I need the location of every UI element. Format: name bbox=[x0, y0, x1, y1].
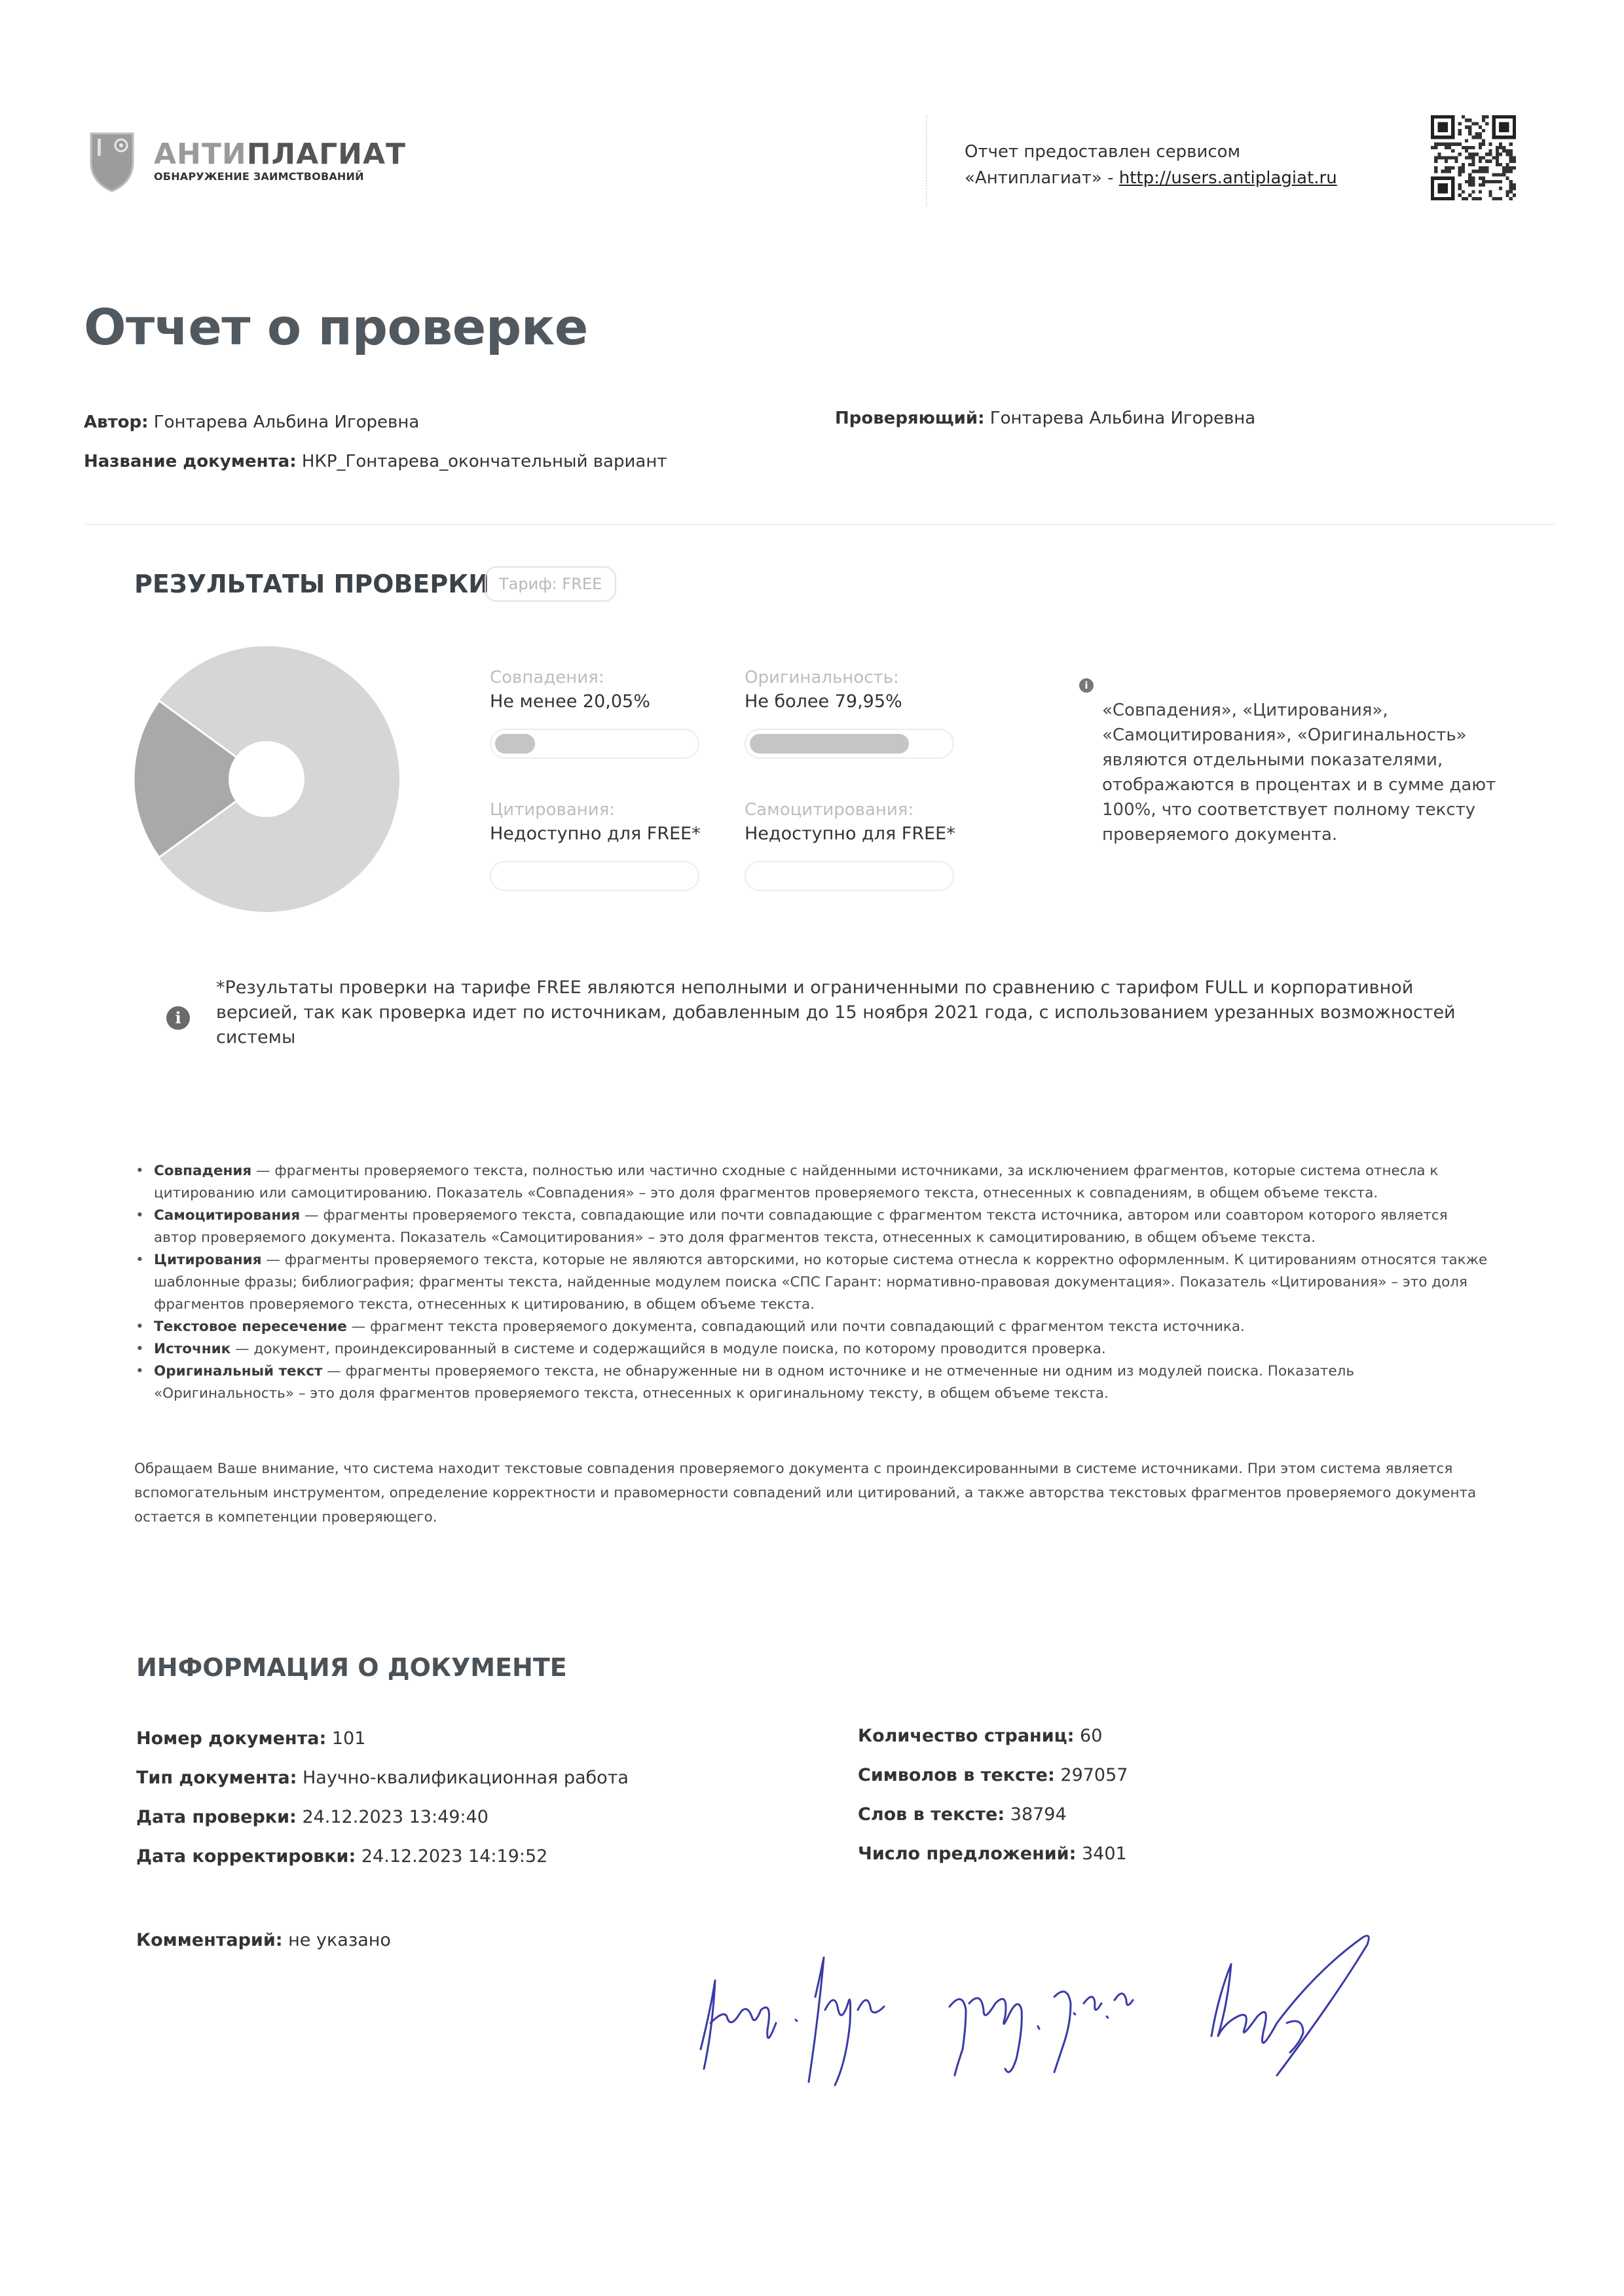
bullet-icon: • bbox=[136, 1207, 144, 1224]
doc-info-value: Научно-квалификационная работа bbox=[302, 1768, 629, 1788]
antiplagiat-link[interactable]: http://users.antiplagiat.ru bbox=[1118, 168, 1337, 188]
document-name-label: Название документа: bbox=[84, 452, 297, 471]
progress-fill bbox=[495, 734, 535, 754]
document-name bbox=[84, 452, 667, 471]
doc-info-label: Количество страниц: bbox=[858, 1726, 1075, 1746]
logo-title bbox=[154, 137, 406, 171]
logo-title-part2: ПЛАГИАТ bbox=[246, 137, 407, 171]
results-heading: РЕЗУЛЬТАТЫ ПРОВЕРКИ bbox=[134, 570, 490, 598]
handwritten-signature bbox=[674, 1918, 1539, 2095]
definition-text: — фрагменты проверяемого текста, совпадающие или почти совпадающие с фрагментом текста источника, автором или соавтором которого является автор проверяемого документа. Показатель «Самоцитирования» – это доля фрагментов текста, отнесенных к самоцитированию, в общем объеме текста. bbox=[154, 1207, 1448, 1246]
page-title: Отчет о проверке bbox=[84, 298, 588, 356]
definition-term: Совпадения bbox=[154, 1163, 252, 1179]
author-label: Автор: bbox=[84, 412, 149, 432]
provided-line-2: «Антиплагиат» - bbox=[965, 168, 1119, 188]
definition-term: Цитирования bbox=[154, 1252, 262, 1268]
info-icon: i bbox=[166, 1006, 190, 1030]
definition-text: — фрагменты проверяемого текста, которые не являются авторскими, но которые система отнесла к корректно оформленным. К цитированиям относятся также шаблонные фразы; библиография; фрагменты текста, найденные модулем поиска «СПС Гарант: нормативно-правовая документация». Показатель «Цитирования» – это доля фрагментов проверяемого текста, отнесенных к цитированию, в общем объеме текста. bbox=[154, 1252, 1488, 1313]
document-name-value: НКР_Гонтарева_окончательный вариант bbox=[301, 452, 667, 471]
logo-tagline: ОБНАРУЖЕНИЕ ЗАИМСТВОВАНИЙ bbox=[154, 170, 364, 183]
definition-text: — документ, проиндексированный в системе и содержащийся в модуле поиска, по которому проводится проверка. bbox=[231, 1341, 1106, 1357]
definition-item bbox=[136, 1205, 1490, 1249]
checker bbox=[835, 409, 1255, 428]
stat-value: Недоступно для FREE* bbox=[745, 824, 955, 844]
progress-bar-originality bbox=[745, 729, 954, 759]
definition-term: Текстовое пересечение bbox=[154, 1319, 347, 1335]
doc-info-label: Символов в тексте: bbox=[858, 1765, 1055, 1785]
doc-info-row bbox=[136, 1807, 489, 1827]
stat-self-citations bbox=[745, 800, 955, 891]
doc-info-row bbox=[858, 1765, 1128, 1785]
qr-code-icon bbox=[1431, 115, 1516, 200]
free-tariff-notice: *Результаты проверки на тарифе FREE являются неполными и ограниченными по сравнению с тарифом FULL и корпоративной версией, так как проверка идет по источникам, добавленным до 15 ноября 2021 года, с использованием урезанных возможностей системы bbox=[216, 977, 1456, 1048]
stat-label: Совпадения: bbox=[490, 668, 604, 687]
doc-info-value: 24.12.2023 14:19:52 bbox=[361, 1846, 548, 1867]
doc-info-row bbox=[858, 1844, 1127, 1864]
definition-item bbox=[136, 1316, 1490, 1338]
stat-label: Цитирования: bbox=[490, 800, 616, 820]
shield-icon bbox=[88, 130, 136, 192]
logo-title-part1: АНТИ bbox=[154, 137, 247, 171]
doc-info-row bbox=[136, 1846, 547, 1867]
definition-item bbox=[136, 1360, 1490, 1405]
doc-info-label: Дата проверки: bbox=[136, 1807, 297, 1827]
donut-hole bbox=[229, 741, 304, 817]
doc-info-value: 101 bbox=[331, 1728, 366, 1749]
doc-info-row bbox=[858, 1726, 1102, 1746]
author bbox=[84, 412, 419, 432]
doc-info-value: 60 bbox=[1080, 1726, 1103, 1746]
stat-label: Оригинальность: bbox=[745, 668, 899, 687]
antiplagiat-logo bbox=[88, 130, 407, 202]
bullet-icon: • bbox=[136, 1252, 144, 1268]
bullet-icon: • bbox=[136, 1341, 144, 1357]
progress-bar-matches bbox=[490, 729, 699, 759]
tariff-badge: Тариф: FREE bbox=[485, 566, 616, 602]
definition-text: — фрагмент текста проверяемого документа, совпадающий или почти совпадающий с фрагментом текста источника. bbox=[346, 1319, 1245, 1335]
doc-info-label: Слов в тексте: bbox=[858, 1804, 1005, 1825]
results-info-text: «Совпадения», «Цитирования», «Самоцитирования», «Оригинальность» являются отдельными показателями, отображаются в процентах и в сумме дают 100%, что соответствует полному тексту проверяемого документа. bbox=[1102, 701, 1496, 845]
doc-info-label: Число предложений: bbox=[858, 1844, 1077, 1864]
stat-originality bbox=[745, 668, 954, 759]
comment-label: Комментарий: bbox=[136, 1930, 283, 1950]
author-value: Гонтарева Альбина Игоревна bbox=[153, 412, 420, 432]
doc-info-value: 24.12.2023 13:49:40 bbox=[302, 1807, 489, 1827]
info-icon[interactable]: i bbox=[1079, 678, 1094, 693]
doc-info-row bbox=[136, 1768, 629, 1788]
progress-bar-citations bbox=[490, 861, 699, 891]
definition-text: — фрагменты проверяемого текста, не обнаруженные ни в одном источнике и не отмеченные ни одним из модулей поиска. Показатель «Оригинальность» – это доля фрагментов проверяемого текста, отнесенных к оригинальному тексту, в общем объеме текста. bbox=[154, 1363, 1355, 1402]
doc-info-row bbox=[858, 1804, 1067, 1825]
provided-by bbox=[965, 139, 1337, 191]
definition-term: Самоцитирования bbox=[154, 1207, 301, 1224]
doc-info-value: 38794 bbox=[1010, 1804, 1067, 1825]
doc-info-value: 297057 bbox=[1060, 1765, 1128, 1785]
document-info-heading: ИНФОРМАЦИЯ О ДОКУМЕНТЕ bbox=[136, 1653, 567, 1682]
stat-value: Не более 79,95% bbox=[745, 691, 902, 712]
doc-info-label: Дата корректировки: bbox=[136, 1846, 356, 1867]
header-divider bbox=[926, 115, 927, 207]
bullet-icon: • bbox=[136, 1163, 144, 1179]
checker-value: Гонтарева Альбина Игоревна bbox=[989, 409, 1256, 428]
doc-info-row bbox=[136, 1728, 365, 1749]
doc-info-label: Номер документа: bbox=[136, 1728, 327, 1749]
checker-label: Проверяющий: bbox=[835, 409, 985, 428]
comment-value: не указано bbox=[288, 1930, 391, 1950]
stat-value: Не менее 20,05% bbox=[490, 691, 650, 712]
progress-bar-self-citations bbox=[745, 861, 954, 891]
progress-fill bbox=[750, 734, 909, 754]
bullet-icon: • bbox=[136, 1319, 144, 1335]
definition-item bbox=[136, 1338, 1490, 1360]
doc-info-value: 3401 bbox=[1081, 1844, 1127, 1864]
comment-row bbox=[136, 1930, 391, 1950]
stat-citations bbox=[490, 800, 701, 891]
stat-value: Недоступно для FREE* bbox=[490, 824, 701, 844]
definition-item bbox=[136, 1249, 1490, 1316]
definition-text: — фрагменты проверяемого текста, полностью или частично сходные с найденными источниками, за исключением фрагментов, которые система отнесла к цитированию или самоцитированию. Показатель «Совпадения» – это доля фрагментов проверяемого текста, отнесенных к совпадениям, в общем объеме текста. bbox=[154, 1163, 1439, 1201]
stat-matches bbox=[490, 668, 699, 759]
stat-label: Самоцитирования: bbox=[745, 800, 914, 820]
definition-term: Оригинальный текст bbox=[154, 1363, 323, 1379]
attention-note: Обращаем Ваше внимание, что система находит текстовые совпадения проверяемого документа с проиндексированными в системе источниками. При этом система является вспомогательным инструментом, определение корректности и правомерности совпадений или цитирований, а также авторства текстовых фрагментов проверяемого документа остается в компетенции проверяющего. bbox=[134, 1461, 1477, 1525]
provided-line-1: Отчет предоставлен сервисом bbox=[965, 142, 1241, 162]
doc-info-label: Тип документа: bbox=[136, 1768, 297, 1788]
definition-item bbox=[136, 1160, 1490, 1205]
results-donut-chart bbox=[132, 645, 401, 913]
bullet-icon: • bbox=[136, 1363, 144, 1379]
definitions-list bbox=[134, 1160, 1490, 1405]
definition-term: Источник bbox=[154, 1341, 231, 1357]
